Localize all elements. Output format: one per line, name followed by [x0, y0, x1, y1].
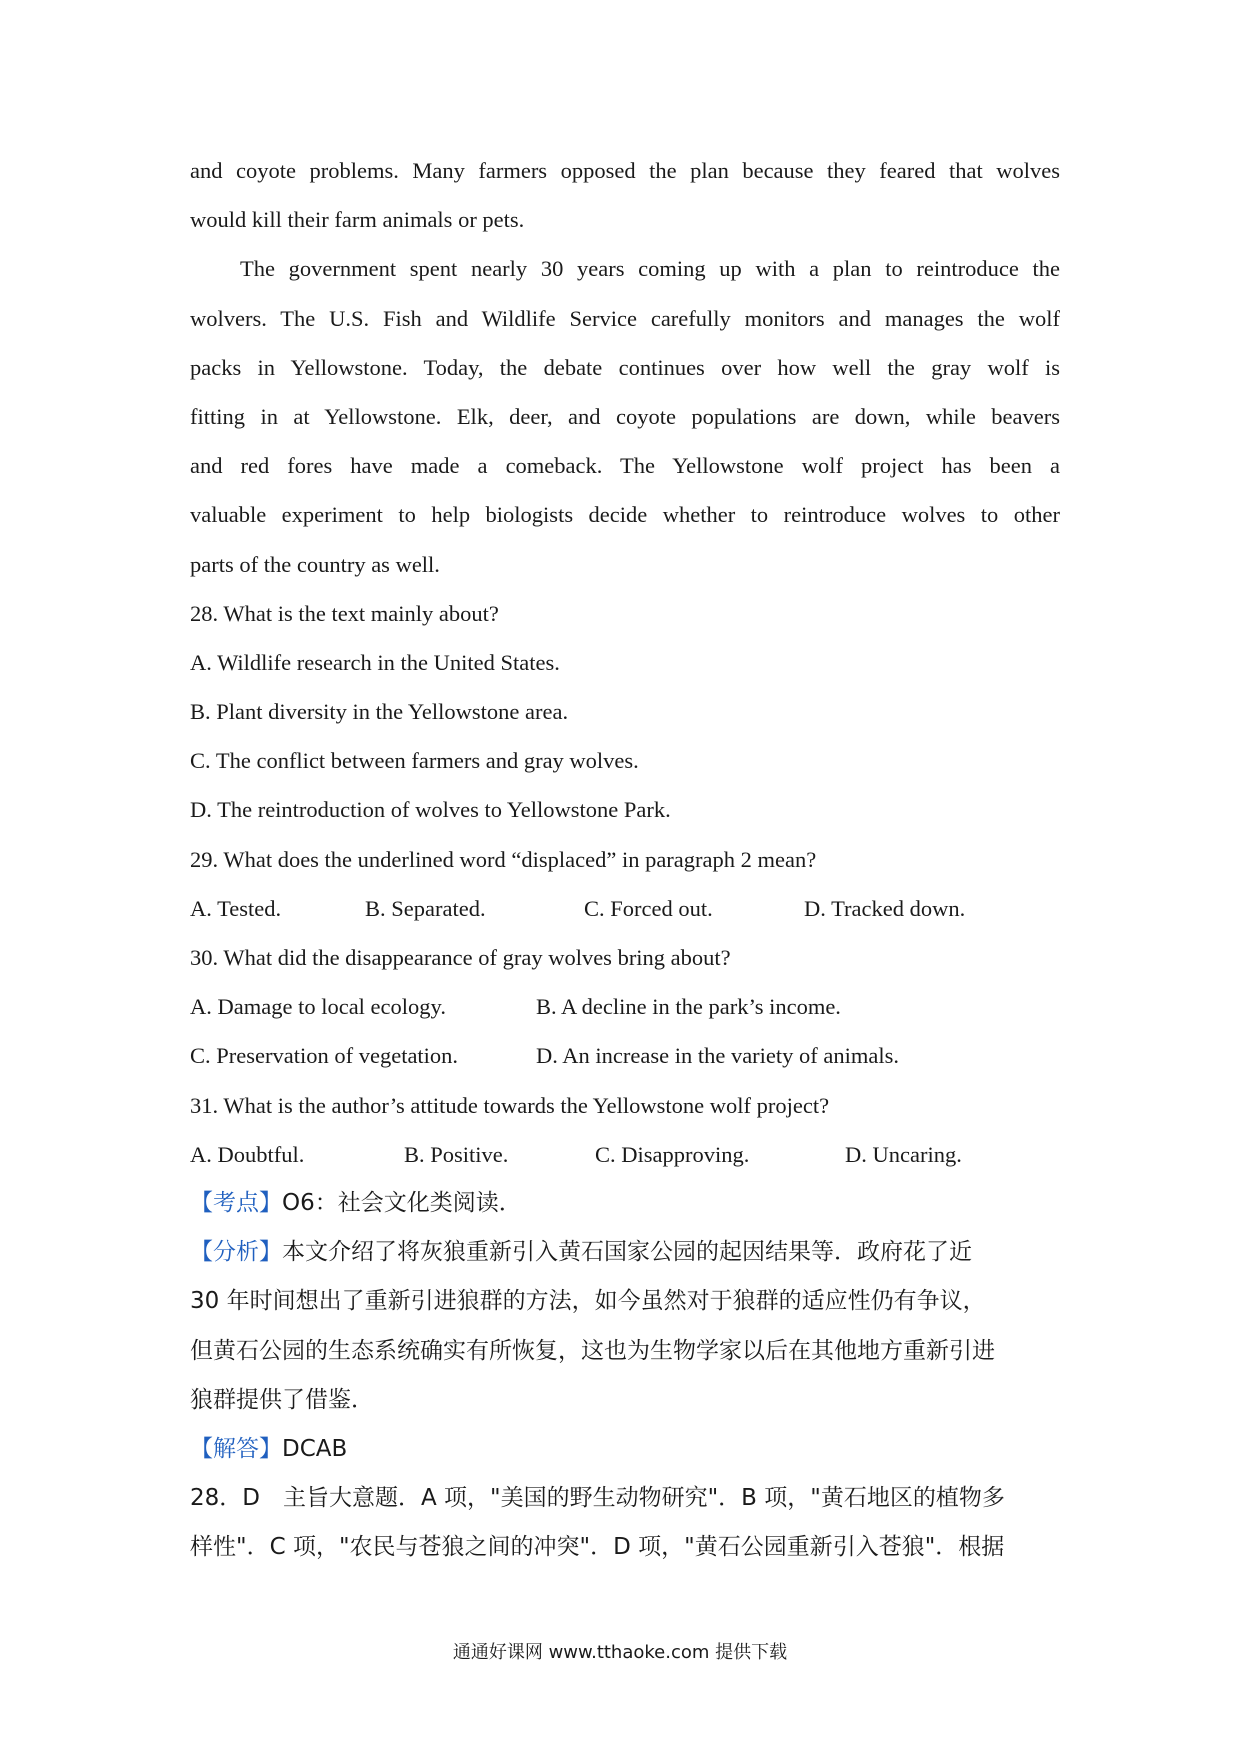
question-30-option-d: D. An increase in the variety of animals. [536, 1043, 900, 1069]
fenxi-label: 【分析】 [190, 1239, 282, 1266]
question-29-option-a: A. Tested. [190, 895, 282, 921]
question-31-options [190, 1130, 1060, 1179]
question-30-options-row2 [190, 1031, 1060, 1080]
question-28-option-d: D. The reintroduction of wolves to Yellowstone Park. [190, 797, 671, 823]
passage-line: and red fores have made a comeback. The Yellowstone wolf project has been a [190, 453, 1060, 479]
fenxi-line: 狼群提供了借鉴． [190, 1386, 374, 1413]
question-29-stem: 29. What does the underlined word “displaced” in paragraph 2 mean? [190, 846, 817, 872]
jieda-line [190, 1425, 1060, 1474]
question-30-option-b: B. A decline in the park’s income. [536, 994, 841, 1020]
question-28-option-a: A. Wildlife research in the United States. [190, 649, 560, 675]
document-page [190, 146, 1060, 1572]
question-28-option-b: B. Plant diversity in the Yellowstone area. [190, 699, 569, 725]
question-30-stem: 30. What did the disappearance of gray wolves bring about? [190, 945, 731, 970]
passage-line: and coyote problems. Many farmers opposed the plan because they feared that wolves [190, 158, 1060, 183]
question-30-option-a: A. Damage to local ecology. [190, 994, 446, 1020]
question-31-option-c: C. Disapproving. [595, 1141, 750, 1167]
fenxi-line: 30 年时间想出了重新引进狼群的方法，如今虽然对于狼群的适应性仍有争议， [190, 1288, 986, 1315]
kaodian-text: O6：社会文化类阅读． [282, 1189, 522, 1216]
jieda-text: DCAB [282, 1435, 348, 1462]
fenxi-line: 但黄石公园的生态系统确实有所恢复，这也为生物学家以后在其他地方重新引进 [190, 1337, 995, 1364]
question-31-option-a: A. Doubtful. [190, 1141, 305, 1167]
passage-line: fitting in at Yellowstone. Elk, deer, and coyote populations are down, while beavers [190, 403, 1060, 429]
question-29-option-d: D. Tracked down. [804, 895, 966, 921]
question-31-option-d: D. Uncaring. [845, 1141, 962, 1167]
question-28-option-c: C. The conflict between farmers and gray wolves. [190, 748, 639, 774]
question-29-option-b: B. Separated. [365, 895, 486, 921]
fenxi-text: 本文介绍了将灰狼重新引入黄石国家公园的起因结果等．政府花了近 [282, 1239, 972, 1266]
passage-line: would kill their farm animals or pets. [190, 207, 525, 233]
explanation-line: 28．D 主旨大意题．A 项，"美国的野生动物研究"．B 项，"黄石地区的植物多 [190, 1485, 1005, 1512]
question-31-stem: 31. What is the author’s attitude towards the Yellowstone wolf project? [190, 1092, 830, 1118]
kaodian-line [190, 1179, 1060, 1228]
fenxi-line [190, 1228, 1060, 1277]
jieda-label: 【解答】 [190, 1435, 282, 1462]
question-30-option-c: C. Preservation of vegetation. [190, 1043, 459, 1069]
kaodian-label: 【考点】 [190, 1189, 282, 1216]
question-31-option-b: B. Positive. [404, 1141, 509, 1167]
explanation-line: 样性"．C 项，"农民与苍狼之间的冲突"．D 项，"黄石公园重新引入苍狼"．根据 [190, 1534, 1005, 1561]
passage-line: parts of the country as well. [190, 551, 440, 577]
question-28-stem: 28. What is the text mainly about? [190, 600, 499, 626]
question-29-options [190, 884, 1060, 933]
passage-line: The government spent nearly 30 years coming up with a plan to reintroduce the [240, 256, 1060, 282]
question-30-options-row1 [190, 982, 1060, 1031]
passage-line: wolvers. The U.S. Fish and Wildlife Service carefully monitors and manages the wolf [190, 305, 1060, 331]
passage-line: valuable experiment to help biologists decide whether to reintroduce wolves to other [190, 502, 1060, 528]
passage-line: packs in Yellowstone. Today, the debate continues over how well the gray wolf is [190, 354, 1060, 380]
question-29-option-c: C. Forced out. [584, 895, 713, 921]
page-footer: 通通好课网 www.tthaoke.com 提供下载 [452, 1642, 788, 1663]
